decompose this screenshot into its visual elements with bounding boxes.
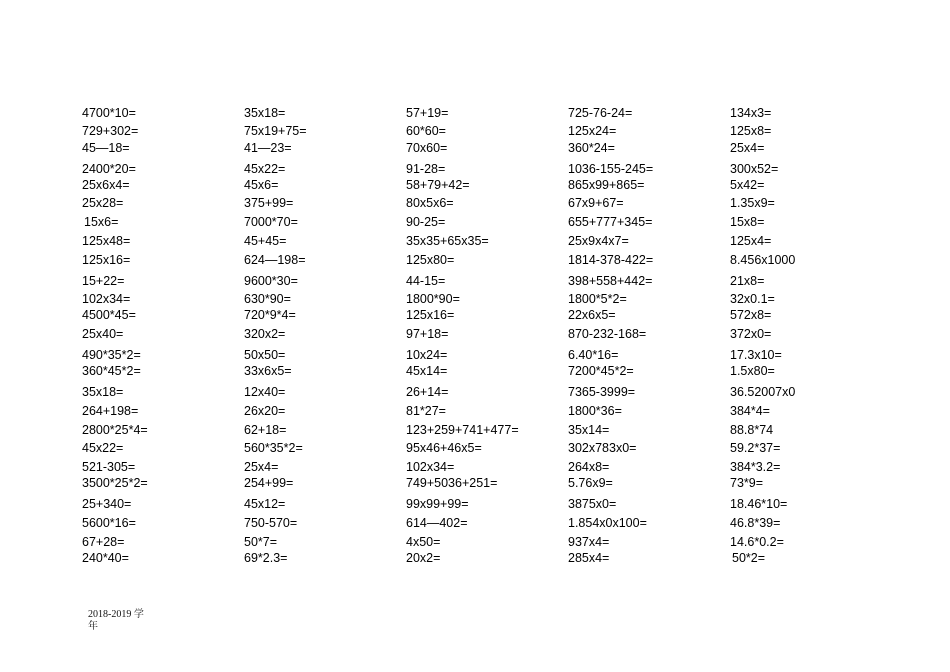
math-problem: 12x40=: [244, 385, 286, 399]
math-problem: 26x20=: [244, 404, 286, 418]
math-problem: 69*2.3=: [244, 551, 288, 565]
math-problem: 80x5x6=: [406, 196, 454, 210]
math-problem: 750-570=: [244, 516, 298, 530]
math-problem: 1.35x9=: [730, 196, 775, 210]
math-problem: 870-232-168=: [568, 327, 647, 341]
math-problem: 57+19=: [406, 106, 449, 120]
math-problem: 521-305=: [82, 460, 136, 474]
math-problem: 254+99=: [244, 476, 294, 490]
math-problem: 125x8=: [730, 124, 772, 138]
math-problem: 36.52007x0: [730, 385, 796, 399]
math-problem: 1814-378-422=: [568, 253, 654, 267]
math-problem: 624—198=: [244, 253, 306, 267]
math-problem: 125x16=: [406, 308, 455, 322]
math-problem: 59.2*37=: [730, 441, 781, 455]
math-problem: 560*35*2=: [244, 441, 303, 455]
footer-school-year: [88, 609, 148, 633]
math-problem: 572x8=: [730, 308, 772, 322]
math-problem: 5.76x9=: [568, 476, 613, 490]
math-problem: 45x6=: [244, 178, 279, 192]
math-problem: 45x22=: [244, 162, 286, 176]
math-problem: 264x8=: [568, 460, 610, 474]
math-problem: 25x4=: [730, 141, 765, 155]
problem-column-1: [82, 0, 242, 672]
math-problem: 125x4=: [730, 234, 772, 248]
math-problem: 91-28=: [406, 162, 446, 176]
math-problem: 1036-155-245=: [568, 162, 654, 176]
math-problem: 73*9=: [730, 476, 764, 490]
math-problem: 20x2=: [406, 551, 441, 565]
math-problem: 15+22=: [82, 274, 125, 288]
math-problem: 58+79+42=: [406, 178, 470, 192]
math-problem: 7000*70=: [244, 215, 298, 229]
math-problem: 7365-3999=: [568, 385, 636, 399]
math-problem: 15x6=: [84, 215, 119, 229]
math-problem: 125x16=: [82, 253, 131, 267]
math-problem: 5x42=: [730, 178, 765, 192]
math-problem: 35x35+65x35=: [406, 234, 489, 248]
math-problem: 70x60=: [406, 141, 448, 155]
math-problem: 360*45*2=: [82, 364, 141, 378]
math-problem: 32x0.1=: [730, 292, 775, 306]
math-problem: 67+28=: [82, 535, 125, 549]
math-problem: 6.40*16=: [568, 348, 619, 362]
math-problem: 25x6x4=: [82, 178, 130, 192]
math-problem: 21x8=: [730, 274, 765, 288]
math-problem: 630*90=: [244, 292, 291, 306]
math-problem: 25+340=: [82, 497, 132, 511]
math-problem: 44-15=: [406, 274, 446, 288]
math-problem: 33x6x5=: [244, 364, 292, 378]
math-problem: 360*24=: [568, 141, 615, 155]
math-problem: 25x4=: [244, 460, 279, 474]
math-problem: 490*35*2=: [82, 348, 141, 362]
math-problem: 35x18=: [82, 385, 124, 399]
math-problem: 720*9*4=: [244, 308, 296, 322]
math-problem: 35x18=: [244, 106, 286, 120]
math-problem: 90-25=: [406, 215, 446, 229]
math-problem: 45x12=: [244, 497, 286, 511]
math-problem: 1800*36=: [568, 404, 622, 418]
math-problem: 1.854x0x100=: [568, 516, 647, 530]
math-problem: 729+302=: [82, 124, 139, 138]
math-problem: 9600*30=: [244, 274, 298, 288]
math-problem: 102x34=: [82, 292, 131, 306]
math-problem: 25x28=: [82, 196, 124, 210]
math-problem: 1800*5*2=: [568, 292, 627, 306]
math-problem: 1.5x80=: [730, 364, 775, 378]
math-problem: 655+777+345=: [568, 215, 653, 229]
math-problem: 3500*25*2=: [82, 476, 148, 490]
math-problem: 35x14=: [568, 423, 610, 437]
math-problem: 50*7=: [244, 535, 278, 549]
math-problem: 46.8*39=: [730, 516, 781, 530]
math-problem: 302x783x0=: [568, 441, 637, 455]
math-problem: 3875x0=: [568, 497, 617, 511]
math-problem: 725-76-24=: [568, 106, 633, 120]
math-problem: 60*60=: [406, 124, 446, 138]
math-problem: 102x34=: [406, 460, 455, 474]
math-problem: 4500*45=: [82, 308, 136, 322]
problem-column-2: [244, 0, 404, 672]
math-problem: 99x99+99=: [406, 497, 469, 511]
math-problem: 2800*25*4=: [82, 423, 148, 437]
math-problem: 320x2=: [244, 327, 286, 341]
math-problem: 45x14=: [406, 364, 448, 378]
math-problem: 125x80=: [406, 253, 455, 267]
math-problem: 10x24=: [406, 348, 448, 362]
math-problem: 7200*45*2=: [568, 364, 634, 378]
problem-column-5: [730, 0, 890, 672]
math-problem: 95x46+46x5=: [406, 441, 482, 455]
math-problem: 45x22=: [82, 441, 124, 455]
math-problem: 67x9+67=: [568, 196, 624, 210]
math-problem: 749+5036+251=: [406, 476, 498, 490]
math-problem: 41—23=: [244, 141, 292, 155]
math-problem: 17.3x10=: [730, 348, 782, 362]
math-problem: 285x4=: [568, 551, 610, 565]
footer-line-1: 2018-2019 学: [88, 609, 144, 620]
math-problem: 45+45=: [244, 234, 287, 248]
problem-column-3: [406, 0, 566, 672]
math-problem: 375+99=: [244, 196, 294, 210]
math-problem: 125x48=: [82, 234, 131, 248]
math-problem: 62+18=: [244, 423, 287, 437]
math-problem: 25x9x4x7=: [568, 234, 629, 248]
problem-column-4: [568, 0, 728, 672]
math-problem: 937x4=: [568, 535, 610, 549]
math-problem: 4700*10=: [82, 106, 136, 120]
math-problem: 25x40=: [82, 327, 124, 341]
math-problem: 81*27=: [406, 404, 446, 418]
math-problem: 123+259+741+477=: [406, 423, 519, 437]
math-problem: 134x3=: [730, 106, 772, 120]
math-problem: 614—402=: [406, 516, 468, 530]
math-problem: 384*3.2=: [730, 460, 781, 474]
math-problem: 865x99+865=: [568, 178, 645, 192]
math-problem: 18.46*10=: [730, 497, 788, 511]
math-problem: 5600*16=: [82, 516, 136, 530]
math-problem: 75x19+75=: [244, 124, 307, 138]
math-problem: 14.6*0.2=: [730, 535, 784, 549]
math-problem: 50x50=: [244, 348, 286, 362]
math-problem: 1800*90=: [406, 292, 460, 306]
math-problem: 22x6x5=: [568, 308, 616, 322]
math-problem: 125x24=: [568, 124, 617, 138]
math-problem: 264+198=: [82, 404, 139, 418]
footer-line-2: 年: [88, 621, 98, 632]
math-problem: 372x0=: [730, 327, 772, 341]
math-problem: 8.456x1000: [730, 253, 796, 267]
math-problem: 26+14=: [406, 385, 449, 399]
math-problem: 240*40=: [82, 551, 129, 565]
math-problem: 398+558+442=: [568, 274, 653, 288]
math-problem: 15x8=: [730, 215, 765, 229]
math-problem: 50*2=: [732, 551, 766, 565]
math-problem: 300x52=: [730, 162, 779, 176]
math-problem: 384*4=: [730, 404, 770, 418]
math-problem: 45—18=: [82, 141, 130, 155]
math-problem: 2400*20=: [82, 162, 136, 176]
math-problem: 88.8*74: [730, 423, 774, 437]
math-problem: 97+18=: [406, 327, 449, 341]
math-problem: 4x50=: [406, 535, 441, 549]
